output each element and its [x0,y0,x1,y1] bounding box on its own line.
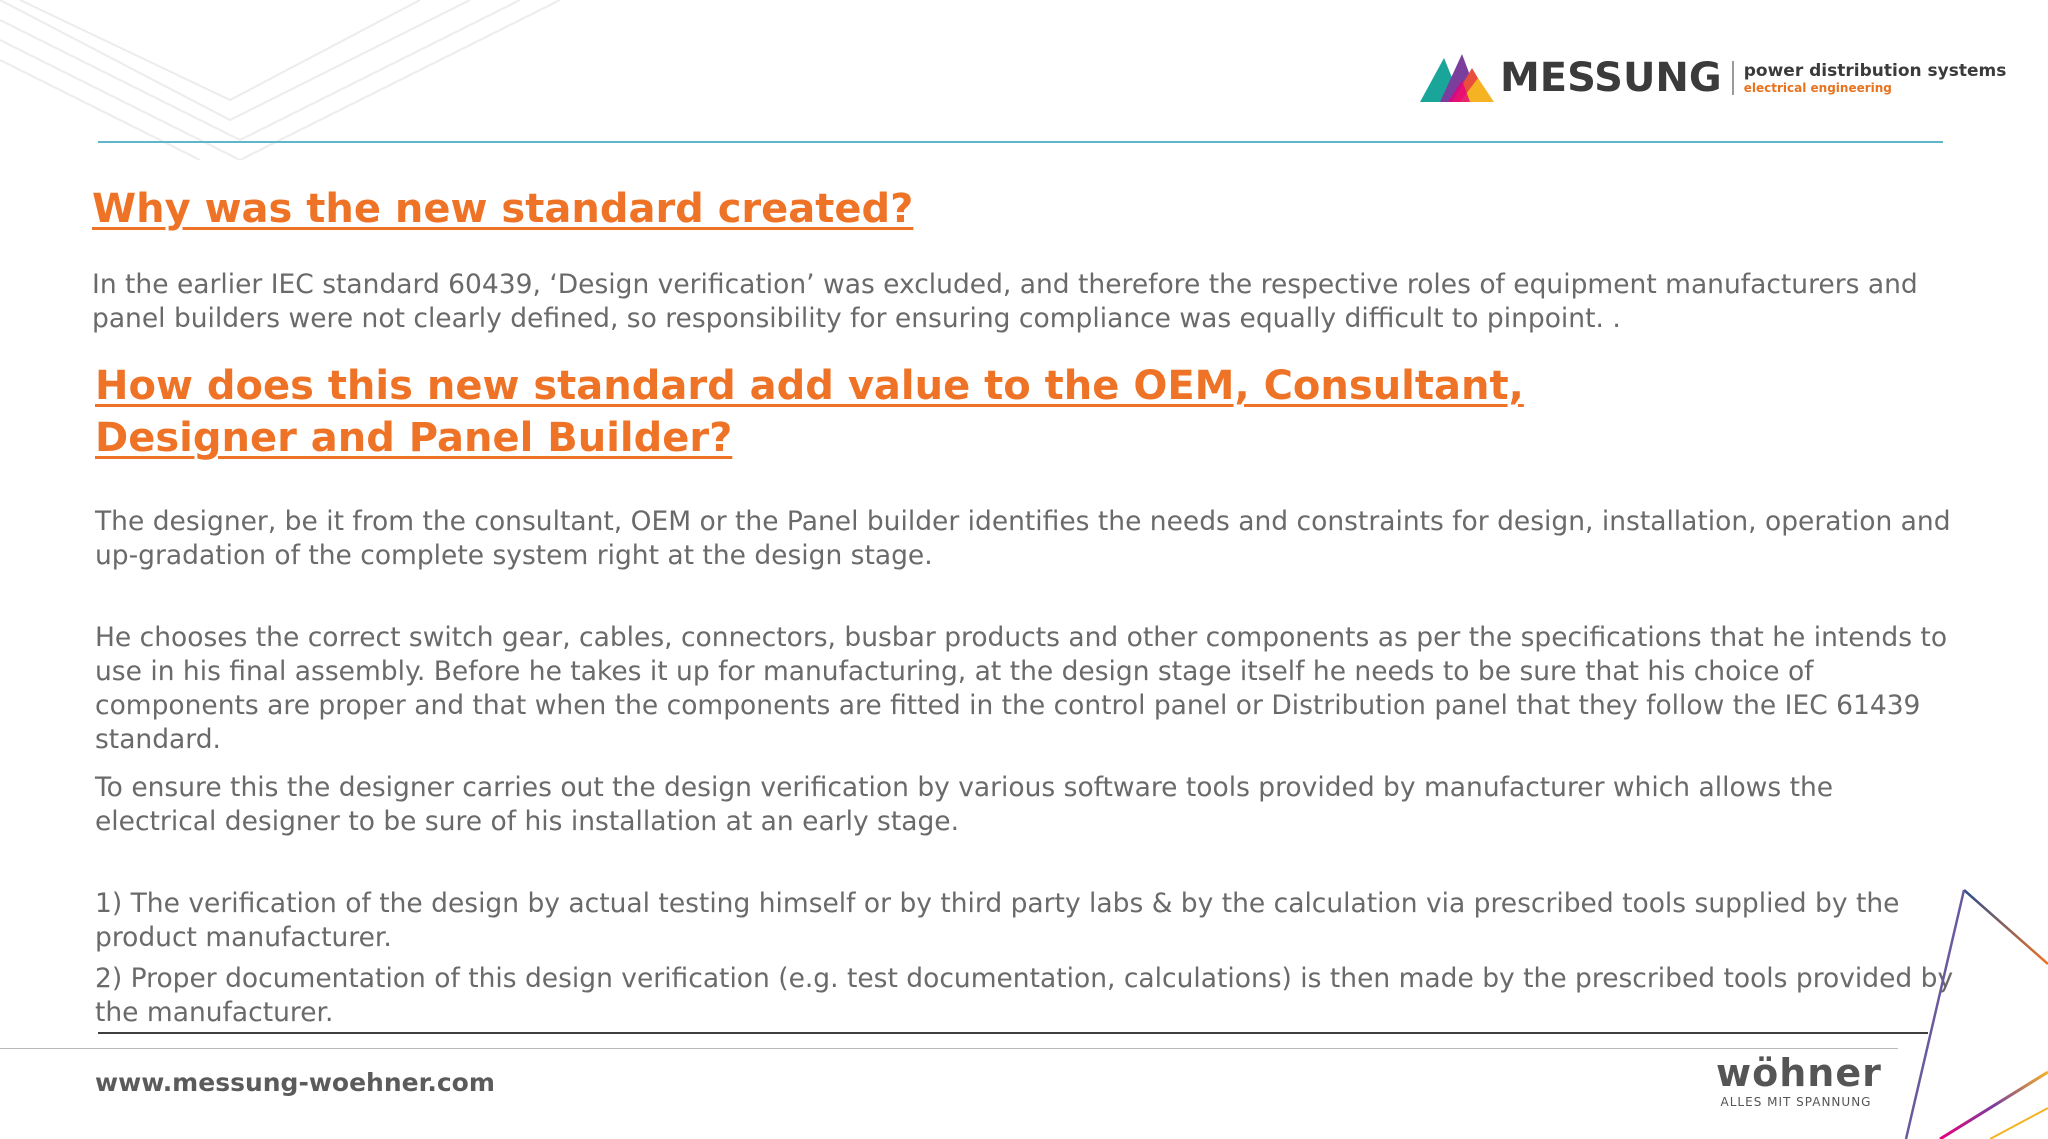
list-item-documentation: 2) Proper documentation of this design verification (e.g. test documentation, calculations) is then made by the prescribed tools provided by the manufacturer. [95,963,1954,1028]
header-divider [98,141,1943,143]
paragraph-designer-needs: The designer, be it from the consultant, OEM or the Panel builder identifies the needs and constraints for design, installation, operation and up-gradation of the complete system right at the design stage. [95,506,1951,571]
wohner-logo [1716,1051,1882,1109]
paragraph-component-choice: He chooses the correct switch gear, cables, connectors, busbar products and other components as per the specifications that he intends to use in his final assembly. Before he takes it up for manufacturing, at the design stage itself he needs to be sure that his choice of components are proper and that when the components are fitted in the control panel or Distribution panel that they follow the IEC 61439 standard. [95,622,1948,755]
footer-website-url: www.messung-woehner.com [95,1068,495,1097]
section-body-why: In the earlier IEC standard 60439, ‘Design verification’ was excluded, and therefore the respective roles of equipment manufacturers and panel builders were not clearly defined, so responsibility for ensuring compliance was equally difficult to pinpoint. . [92,269,1918,334]
wohner-brand-name: wöhner [1716,1051,1882,1095]
decorative-corner-lines [1880,880,2048,1139]
wohner-slogan: ALLES MIT SPANNUNG [1720,1095,1872,1109]
logo-divider [1732,61,1734,95]
tagline-primary: power distribution systems [1743,60,2007,81]
footer-divider-dark [98,1032,1928,1034]
paragraph-design-verification: To ensure this the designer carries out the design verification by various software tools provided by manufacturer which allows the electrical designer to be sure of his installation at an early stage. [95,772,1834,837]
messung-logo [1418,48,2006,108]
list-item-verification-testing: 1) The verification of the design by actual testing himself or by third party labs & by the calculation via prescribed tools supplied by the product manufacturer. [95,888,1900,953]
section-heading-why: Why was the new standard created? [92,186,914,232]
tagline-secondary: electrical engineering [1743,80,1892,95]
footer-divider-light [0,1048,1898,1049]
messung-tagline [1743,60,2007,95]
section-heading-value: How does this new standard add value to the OEM, Consultant, Designer and Panel Builder? [95,363,1524,461]
messung-brand-name: MESSUNG [1500,55,1722,101]
messung-logo-mark-icon [1418,50,1494,106]
background-chevron-pattern [0,0,560,160]
